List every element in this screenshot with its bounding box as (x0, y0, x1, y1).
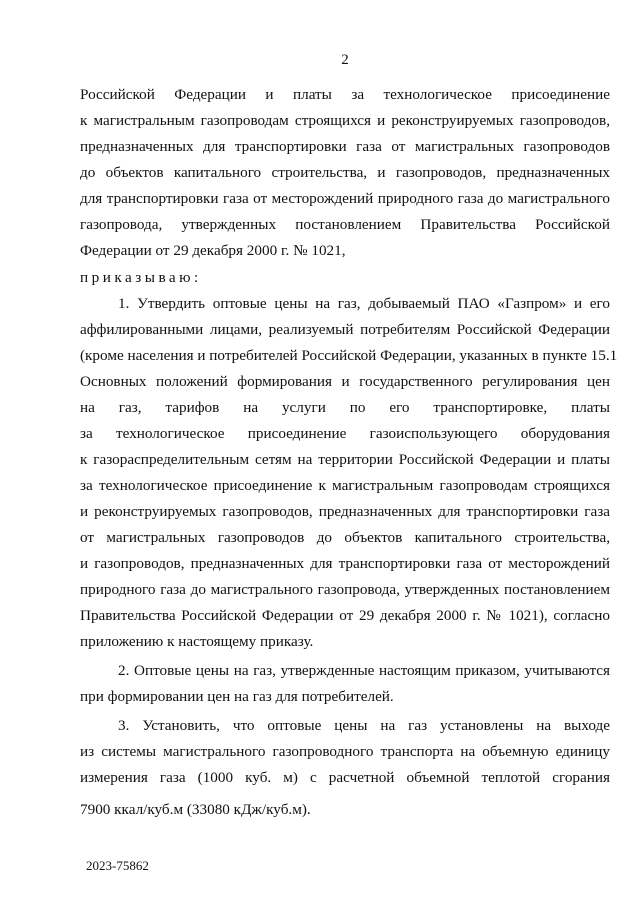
text-line: за технологическое присоединение газоиспользующего оборудования (80, 425, 610, 442)
text-line: Федерации от 29 декабря 2000 г. № 1021, (80, 242, 346, 259)
text-line: Российской Федерации и платы за технологическое присоединение (80, 86, 610, 103)
text-line: измерения газа (1000 куб. м) с расчетной объемной теплотой сгорания (80, 769, 610, 786)
text-line: и реконструируемых газопроводов, предназначенных для транспортировки газа (80, 503, 610, 520)
text-line: Правительства Российской Федерации от 29 декабря 2000 г. № 1021), согласно (80, 607, 610, 624)
text-line: приложению к настоящему приказу. (80, 633, 314, 650)
text-line: из системы магистрального газопроводного транспорта на объемную единицу (80, 743, 610, 760)
text-line: аффилированными лицами, реализуемый потребителям Российской Федерации (80, 321, 610, 338)
text-line: до объектов капитального строительства, и газопроводов, предназначенных (80, 164, 610, 181)
text-line: Основных положений формирования и государственного регулирования цен (80, 373, 610, 390)
text-line: за технологическое присоединение к магистральным газопроводам строящихся (80, 477, 610, 494)
text-line: для транспортировки газа от месторождений природного газа до магистрального (80, 190, 610, 207)
text-line: от магистральных газопроводов до объектов капитального строительства, (80, 529, 610, 546)
text-line: (кроме населения и потребителей Российской Федерации, указанных в пункте 15.1 (80, 347, 618, 364)
paragraph-2-start: 2. Оптовые цены на газ, утвержденные настоящим приказом, учитываются (118, 662, 610, 679)
text-line: природного газа до магистрального газопровода, утвержденных постановлением (80, 581, 610, 598)
page-number: 2 (341, 52, 349, 68)
text-line: газопровода, утвержденных постановлением Правительства Российской (80, 216, 610, 233)
order-word: приказываю: (80, 269, 202, 286)
text-line: предназначенных для транспортировки газа от магистральных газопроводов (80, 138, 610, 155)
footer-document-code: 2023-75862 (86, 858, 149, 873)
text-line: к газораспределительным сетям на территории Российской Федерации и платы (80, 451, 610, 468)
text-line: при формировании цен на газ для потребителей. (80, 688, 394, 705)
paragraph-1-start: 1. Утвердить оптовые цены на газ, добываемый ПАО «Газпром» и его (118, 295, 610, 312)
text-line: к магистральным газопроводам строящихся и реконструируемых газопроводов, (80, 112, 610, 129)
text-line: 7900 ккал/куб.м (33080 кДж/куб.м). (80, 801, 311, 818)
paragraph-3-start: 3. Установить, что оптовые цены на газ установлены на выходе (118, 717, 610, 734)
text-line: на газ, тарифов на услуги по его транспортировке, платы (80, 399, 610, 416)
text-line: и газопроводов, предназначенных для транспортировки газа от месторождений (80, 555, 610, 572)
